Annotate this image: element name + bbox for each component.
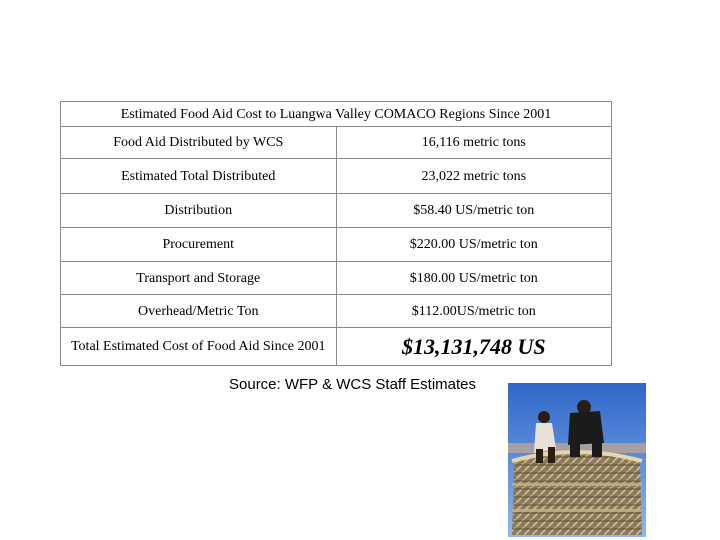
workers-loading-grain-silo-photo [508,383,646,537]
total-label: Total Estimated Cost of Food Aid Since 2001 [61,328,337,366]
row-value: $58.40 US/metric ton [336,194,612,228]
table-row [61,295,612,328]
table-row-total [61,328,612,366]
table-row [61,127,612,159]
table-row [61,194,612,228]
table-title: Estimated Food Aid Cost to Luangwa Valley COMACO Regions Since 2001 [61,102,612,127]
food-aid-cost-table [60,101,612,366]
row-value: 23,022 metric tons [336,159,612,194]
row-label: Overhead/Metric Ton [61,295,337,328]
row-value: $220.00 US/metric ton [336,228,612,262]
table-row [61,262,612,295]
table-row [61,228,612,262]
row-label: Distribution [61,194,337,228]
source-caption: Source: WFP & WCS Staff Estimates [229,376,477,393]
row-value: $112.00US/metric ton [336,295,612,328]
table-title-row [61,102,612,127]
row-label: Procurement [61,228,337,262]
table-row [61,159,612,194]
grain-silo-basket [512,451,642,535]
total-value: $13,131,748 US [336,328,612,366]
row-value: 16,116 metric tons [336,127,612,159]
row-label: Estimated Total Distributed [61,159,337,194]
row-value: $180.00 US/metric ton [336,262,612,295]
row-label: Transport and Storage [61,262,337,295]
row-label: Food Aid Distributed by WCS [61,127,337,159]
